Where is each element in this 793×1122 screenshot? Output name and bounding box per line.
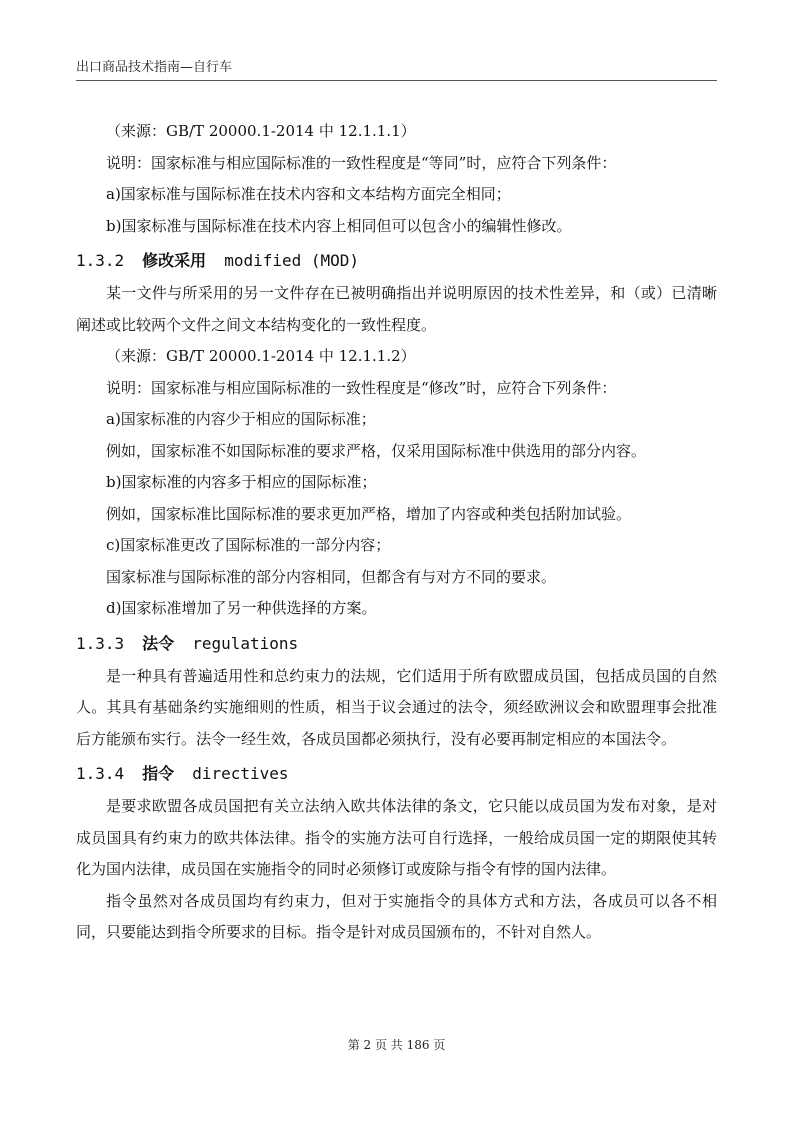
condition-a: a)国家标准的内容少于相应的国际标准； [106,410,376,428]
source-note: （来源：GB/T 20000.1-2014 中 12.1.1.1） [106,122,416,140]
section-title: 法令 [142,633,175,653]
condition-d: d)国家标准增加了另一种供选择的方案。 [106,599,377,617]
document-body [76,116,717,949]
section-number: 1.3.4 [76,764,125,783]
section-title: 指令 [142,764,175,783]
example-text: 国家标准与国际标准的部分内容相同，但都含有与对方不同的要求。 [106,567,557,586]
section-heading-1-3-4 [76,757,717,791]
definition-paragraph: 某一文件与所采用的另一文件存在已被明确指出并说明原因的技术性差异，和（或）已清晰阐述或比较两个文件之间文本结构变化的一致性程度。 [76,284,717,334]
section-title: 修改采用 [142,251,207,270]
explanation-text: 说明：国家标准与相应国际标准的一致性程度是“等同”时，应符合下列条件： [106,153,617,172]
section-title-english: regulations [192,633,299,653]
example-text: 例如，国家标准不如国际标准的要求严格，仅采用国际标准中供选用的部分内容。 [106,441,647,460]
section-title-english: modified (MOD) [224,251,360,270]
section-number: 1.3.2 [76,251,125,270]
page-header: 出口商品技术指南—自行车 [76,60,233,75]
condition-b: b)国家标准与国际标准在技术内容上相同但可以包含小的编辑性修改。 [106,216,572,235]
condition-c: c)国家标准更改了国际标准的一部分内容； [106,536,391,554]
section-number: 1.3.3 [76,633,125,653]
definition-paragraph: 是一种具有普遍适用性和总约束力的法规，它们适用于所有欧盟成员国，包括成员国的自然人。其具有基础条约实施细则的性质，相当于议会通过的法令，须经欧洲议会和欧盟理事会批准后方能颁布实行。法令一经生效，各成员国都必须执行，没有必要再制定相应的本国法令。 [76,666,717,748]
section-title-english: directives [192,764,289,783]
section-heading-1-3-2 [76,244,717,278]
condition-b: b)国家标准的内容多于相应的国际标准； [106,473,377,491]
source-note: （来源：GB/T 20000.1-2014 中 12.1.1.2） [106,347,416,365]
section-heading-1-3-3 [76,627,717,661]
explanation-text: 说明：国家标准与相应国际标准的一致性程度是“修改”时，应符合下列条件： [106,378,617,397]
definition-paragraph: 是要求欧盟各成员国把有关立法纳入欧共体法律的条文，它只能以成员国为发布对象，是对成员国具有约束力的欧共体法律。指令的实施方法可自行选择，一般给成员国一定的期限使其转化为国内法律，成员国在实施指令的同时必须修订或废除与指令有悖的国内法律。 [76,797,717,878]
definition-paragraph: 指令虽然对各成员国均有约束力，但对于实施指令的具体方式和方法，各成员可以各不相同，只要能达到指令所要求的目标。指令是针对成员国颁布的，不针对自然人。 [76,891,717,941]
condition-a: a)国家标准与国际标准在技术内容和文本结构方面完全相同； [106,185,511,203]
page-number: 第 2 页 共 186 页 [347,1038,446,1052]
example-text: 例如，国家标准比国际标准的要求更加严格，增加了内容或种类包括附加试验。 [106,504,632,523]
header-divider [76,80,717,81]
